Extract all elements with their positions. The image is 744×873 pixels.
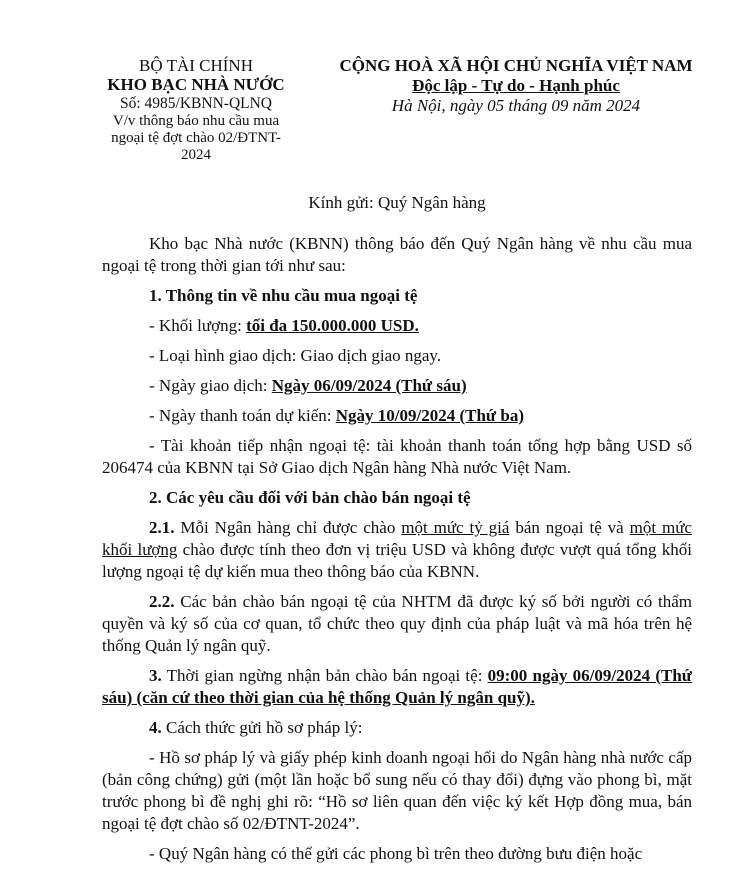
ministry-name: BỘ TÀI CHÍNH	[139, 56, 253, 75]
section-3-paragraph	[102, 665, 692, 709]
document-body	[102, 192, 692, 873]
text-part: bán ngoại tệ và	[509, 518, 630, 537]
section-1-heading: 1. Thông tin về nhu cầu mua ngoại tệ	[149, 286, 418, 305]
delivery-paragraph: - Quý Ngân hàng có thể gửi các phong bì trên theo đường bưu điện hoặc	[149, 844, 643, 863]
settlement-date-value: Ngày 10/09/2024 (Thứ ba)	[335, 406, 524, 425]
transaction-type-line: - Loại hình giao dịch: Giao dịch giao ngay.	[149, 346, 442, 365]
trade-date-line	[102, 375, 692, 397]
underlined-rate: một mức tỷ giá	[401, 518, 510, 537]
settlement-date-label: - Ngày thanh toán dự kiến:	[149, 406, 336, 425]
volume-value: tối đa 150.000.000 USD.	[246, 316, 419, 335]
section-3-text: Thời gian ngừng nhận bản chào bán ngoại tệ:	[161, 666, 488, 685]
trade-date-value: Ngày 06/09/2024 (Thứ sáu)	[271, 376, 467, 395]
trade-date-label: - Ngày giao dịch:	[149, 376, 272, 395]
subject-line-3: 2024	[181, 147, 211, 163]
reference-number: Số: 4985/KBNN-QLNQ	[120, 95, 272, 112]
agency-name: KHO BẠC NHÀ NƯỚC	[107, 75, 285, 94]
national-motto: Độc lập - Tự do - Hạnh phúc	[412, 76, 620, 95]
volume-line	[102, 315, 692, 337]
section-4-heading	[102, 717, 692, 739]
item-number: 2.2.	[149, 592, 175, 611]
receiving-account-line: - Tài khoản tiếp nhận ngoại tệ: tài khoản thanh toán tổng hợp bằng USD số 206474 của KBNN tại Sở Giao dịch Ngân hàng Nhà nước Việt Nam.	[102, 436, 692, 477]
subject-line-1: V/v thông báo nhu cầu mua	[112, 113, 280, 129]
item-number: 2.1.	[149, 518, 175, 537]
country-name: CỘNG HOÀ XÃ HỘI CHỦ NGHĨA VIỆT NAM	[339, 56, 693, 75]
underlined-volume: một mức khối lượng	[102, 518, 692, 559]
deadline-value: 09:00 ngày 06/09/2024 (Thứ sáu) (căn cứ theo thời gian của hệ thống Quản lý ngân quỹ).	[102, 666, 692, 707]
settlement-date-line	[102, 405, 692, 427]
requirement-2-1	[102, 517, 692, 583]
issuer-header	[96, 56, 296, 164]
section-4-title: Cách thức gửi hồ sơ pháp lý:	[161, 718, 363, 737]
subject-line-2: ngoại tệ đợt chào 02/ĐTNT-	[111, 130, 281, 146]
salutation: Kính gửi: Quý Ngân hàng	[308, 193, 486, 212]
section-2-heading: 2. Các yêu cầu đối với bản chào bán ngoại tệ	[149, 488, 471, 507]
text-part: chào được tính theo đơn vị triệu USD và không được vượt quá tổng khối lượng ngoại tệ dự kiến mua theo thông báo của KBNN.	[102, 540, 692, 581]
intro-paragraph: Kho bạc Nhà nước (KBNN) thông báo đến Quý Ngân hàng về nhu cầu mua ngoại tệ trong thời gian tới như sau:	[102, 234, 692, 275]
text-part: Các bản chào bán ngoại tệ của NHTM đã được ký số bởi người có thẩm quyền và ký số của cơ quan, tổ chức theo quy định của pháp luật và mã hóa trên hệ thống Quản lý ngân quỹ.	[102, 592, 692, 655]
national-header	[322, 56, 710, 116]
legal-docs-paragraph: - Hồ sơ pháp lý và giấy phép kinh doanh ngoại hối do Ngân hàng nhà nước cấp (bản công chứng) gửi (một lần hoặc bổ sung nếu có thay đổi) đựng vào phong bì, mặt trước phong bì đề nghị ghi rõ: “Hồ sơ liên quan đến việc ký kết Hợp đồng mua, bán ngoại tệ đợt chào số 02/ĐTNT-2024”.	[102, 748, 692, 833]
requirement-2-2	[102, 591, 692, 657]
text-part: Mỗi Ngân hàng chỉ được chào	[174, 518, 402, 537]
volume-label: - Khối lượng:	[149, 316, 247, 335]
section-4-number: 4.	[149, 718, 162, 737]
section-3-number: 3.	[149, 666, 162, 685]
place-and-date: Hà Nội, ngày 05 tháng 09 năm 2024	[391, 96, 641, 115]
